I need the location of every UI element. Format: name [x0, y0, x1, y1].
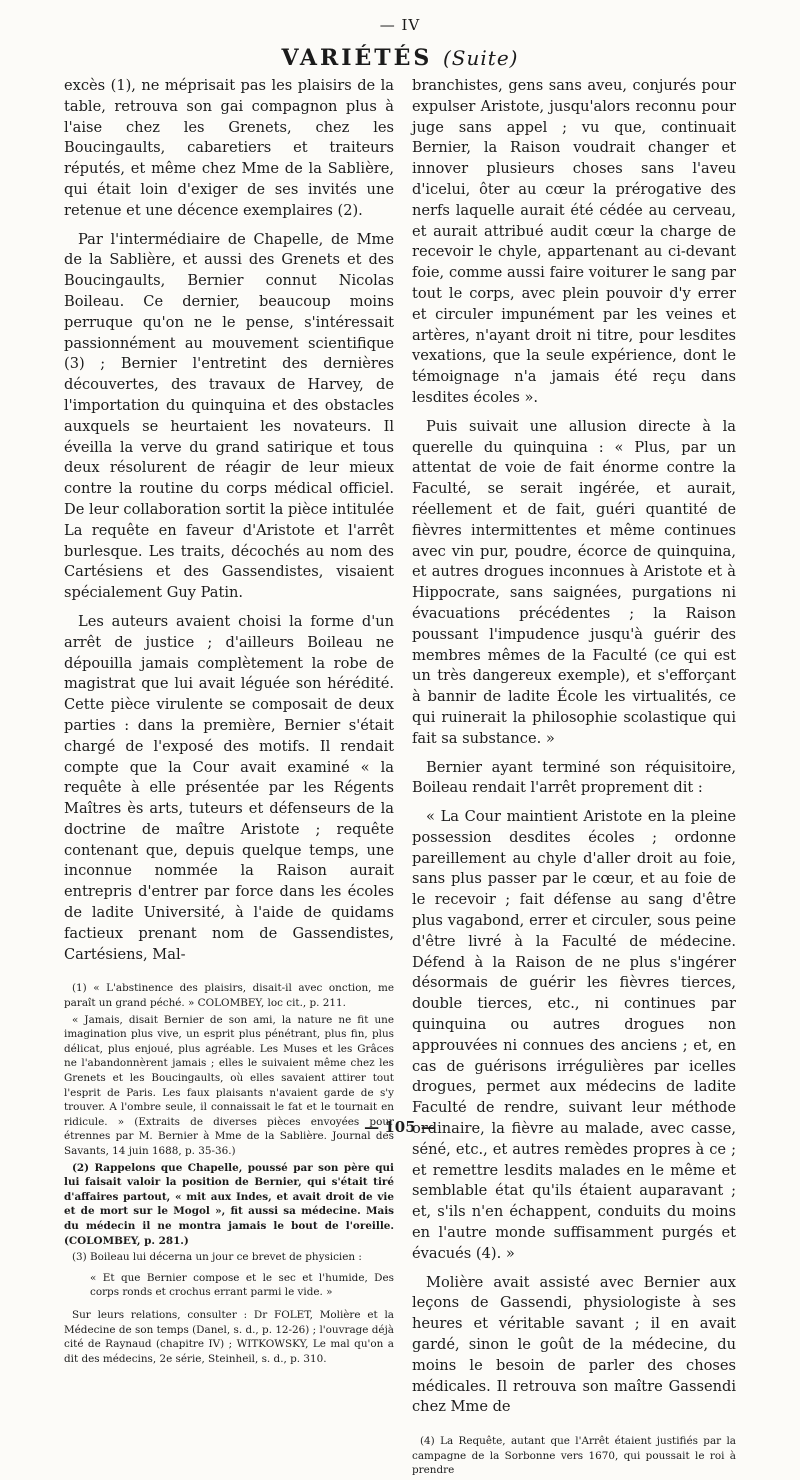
page-number: — 105 —: [364, 1118, 436, 1136]
right-column: [412, 76, 736, 1480]
left-footnotes: [64, 981, 394, 1366]
left-paragraph-2: Par l'intermédiaire de Chapelle, de Mme de la Sablière, et aussi des Grenets et des Boucingaults, Bernier connut Nicolas Boileau. Ce dernier, beaucoup moins perruque qu'on ne le pense, s'intéressait passionnément au mouvement scientifique (3) ; Bernier l'entretint des dernières découvertes, des travaux de Harvey, de l'importation du quinquina et des obstacles auxquels se heurtaient les novateurs. Il éveilla la verve du grand satirique et tous deux résolurent de réagir de leur mieux contre la routine du corps médical officiel. De leur collaboration sortit la pièce intitulée La requête en faveur d'Aristote et l'arrêt burlesque. Les traits, décochés au nom des Cartésiens et des Gassendistes, visaient spécialement Guy Patin.: [64, 230, 394, 602]
left-paragraph-3: Les auteurs avaient choisi la forme d'un arrêt de justice ; d'ailleurs Boileau ne dépouilla jamais complètement la robe de magistrat que lui avait léguée son hérédité. Cette pièce virulente se composait de deux parties : dans la première, Bernier s'était chargé de l'exposé des motifs. Il rendait compte que la Cour avait examiné « la requête à elle présentée par les Régents Maîtres ès arts, tuteurs et défenseurs de la doctrine de maître Aristote ; requête contenant que, depuis quelque temps, une inconnue nommée la Raison aurait entrepris d'entrer par force dans les écoles de ladite Université, à l'aide de quidams factieux prenant nom de Gassendistes, Cartésiens, Mal-: [64, 612, 394, 963]
right-paragraph-3: Bernier ayant terminé son réquisitoire, Boileau rendait l'arrêt proprement dit :: [412, 758, 736, 797]
page-title: [0, 45, 800, 71]
right-paragraph-1: branchistes, gens sans aveu, conjurés pour expulser Aristote, jusqu'alors reconnu pour juge sans appel ; vu que, continuait Bernier, la Raison voudrait changer et innover plusieurs choses sans l'aveu d'icelui, ôter au cœur la prérogative des nerfs laquelle aurait été cédée au cerveau, et aurait attribué audit cœur la charge de recevoir le chyle, appartenant au ci-devant foie, comme aussi faire voiturer le sang par tout le corps, avec plein pouvoir d'y errer et circuler impunément par les veines et artères, n'ayant droit ni titre, pour lesdites vexations, que la seule expérience, dont le témoignage n'a jamais été reçu dans lesdites écoles ».: [412, 77, 736, 406]
footnote-3-verse: « Et que Bernier compose et le sec et l'humide, Des corps ronds et crochus errant parmi le vide. »: [90, 1271, 394, 1299]
right-footnotes: [412, 1434, 736, 1478]
page-roman-number: — IV: [379, 16, 421, 34]
right-paragraph-2: Puis suivait une allusion directe à la querelle du quinquina : « Plus, par un attentat de voie de fait énorme contre la Faculté, se serait ingérée, et aurait, réellement et de fait, guéri quantité de fièvres intermittentes et même continues avec vin pur, poudre, écorce de quinquina, et autres drogues inconnues à Aristote et à Hippocrate, sans saignées, purgations ni évacuations précédentes ; la Raison poussant l'impudence jusqu'à guérir des membres mêmes de la Faculté (ce qui est un très dangereux exemple), et s'efforçant à bannir de ladite École les virtualités, ce qui ruinerait la philosophie scolastique qui fait sa substance. »: [412, 417, 736, 747]
left-column: [64, 76, 394, 1368]
footnote-2: (2) Rappelons que Chapelle, poussé par son père qui lui faisait valoir la position de Bernier, qui s'était tiré d'affaires partout, « mit aux Indes, et avait droit de vie et de mort sur le Mogol », fit aussi sa médecine. Mais du médecin il ne montra jamais le bout de l'oreille. (COLOMBEY, p. 281.): [64, 1161, 394, 1247]
title-main: VARIÉTÉS: [281, 45, 433, 71]
footnote-1: (1) « L'abstinence des plaisirs, disait-il avec onction, me paraît un grand péché. » COLOMBEY, loc cit., p. 211.: [64, 982, 394, 1010]
footnote-3-references: Sur leurs relations, consulter : Dr FOLET, Molière et la Médecine de son temps (Danel, s. d., p. 12-26) ; l'ouvrage déjà cité de Raynaud (chapitre IV) ; WITKOWSKY, Le mal qu'on a dit des médecins, 2e série, Steinheil, s. d., p. 310.: [64, 1308, 394, 1365]
right-paragraph-4: « La Cour maintient Aristote en la pleine possession desdites écoles ; ordonne pareillement au chyle d'aller droit au foie, sans plus passer par le cœur, et au foie de le recevoir ; fait défense au sang d'être plus vagabond, errer et circuler, sous peine d'être livré à la Faculté de médecine. Défend à la Raison de ne plus s'ingérer désormais de guérir les fièvres tierces, double tierces, etc., ni continues par quinquina ou autres drogues non approuvées ni connues des anciens ; et, en cas de guérisons irrégulières par icelles drogues, permet aux médecins de ladite Faculté de rendre, suivant leur méthode ordinaire, la fièvre au malade, avec casse, séné, etc., et autres remèdes propres à ce ; et remettre lesdits malades en le même et semblable état qu'ils étaient auparavant ; et, s'ils n'en échappent, conduits du moins en l'autre monde suffisamment purgés et évacués (4). »: [412, 808, 736, 1262]
left-paragraph-1: excès (1), ne méprisait pas les plaisirs de la table, retrouva son gai compagnon plus à l'aise chez les Grenets, chez les Boucingaults, cabaretiers et traiteurs réputés, et même chez Mme de la Sablière, qui était loin d'exiger de ses invités une retenue et une décence exemplaires (2).: [64, 77, 394, 219]
footnote-4: (4) La Requête, autant que l'Arrêt étaient justifiés par la campagne de la Sorbonne vers 1670, qui poussait le roi à prendre: [412, 1435, 736, 1477]
title-suffix: (Suite): [443, 46, 519, 70]
footnote-3: (3) Boileau lui décerna un jour ce brevet de physicien :: [72, 1251, 362, 1264]
footnote-1-quote: « Jamais, disait Bernier de son ami, la nature ne fit une imagination plus vive, un esprit plus pénétrant, plus fin, plus délicat, plus enjoué, plus agréable. Les Muses et les Grâces ne l'abandonnèrent jamais ; elles le suivaient même chez les Grenets et les Boucingaults, où elles savaient attirer tout l'esprit de Paris. Les faux plaisants n'avaient garde de s'y trouver. A l'ombre seule, il connaissait le fat et le tournait en ridicule. » (Extraits de diverses pièces envoyées pour étrennes par M. Bernier à Mme de la Sablière. Journal des Savants, 14 juin 1688, p. 35-36.): [64, 1013, 394, 1157]
right-paragraph-5: Molière avait assisté avec Bernier aux leçons de Gassendi, physiologiste à ses heures et véritable savant ; il en avait gardé, sinon le goût de la médecine, du moins le besoin de parler des choses médicales. Il retrouva son maître Gassendi chez Mme de: [412, 1273, 736, 1416]
